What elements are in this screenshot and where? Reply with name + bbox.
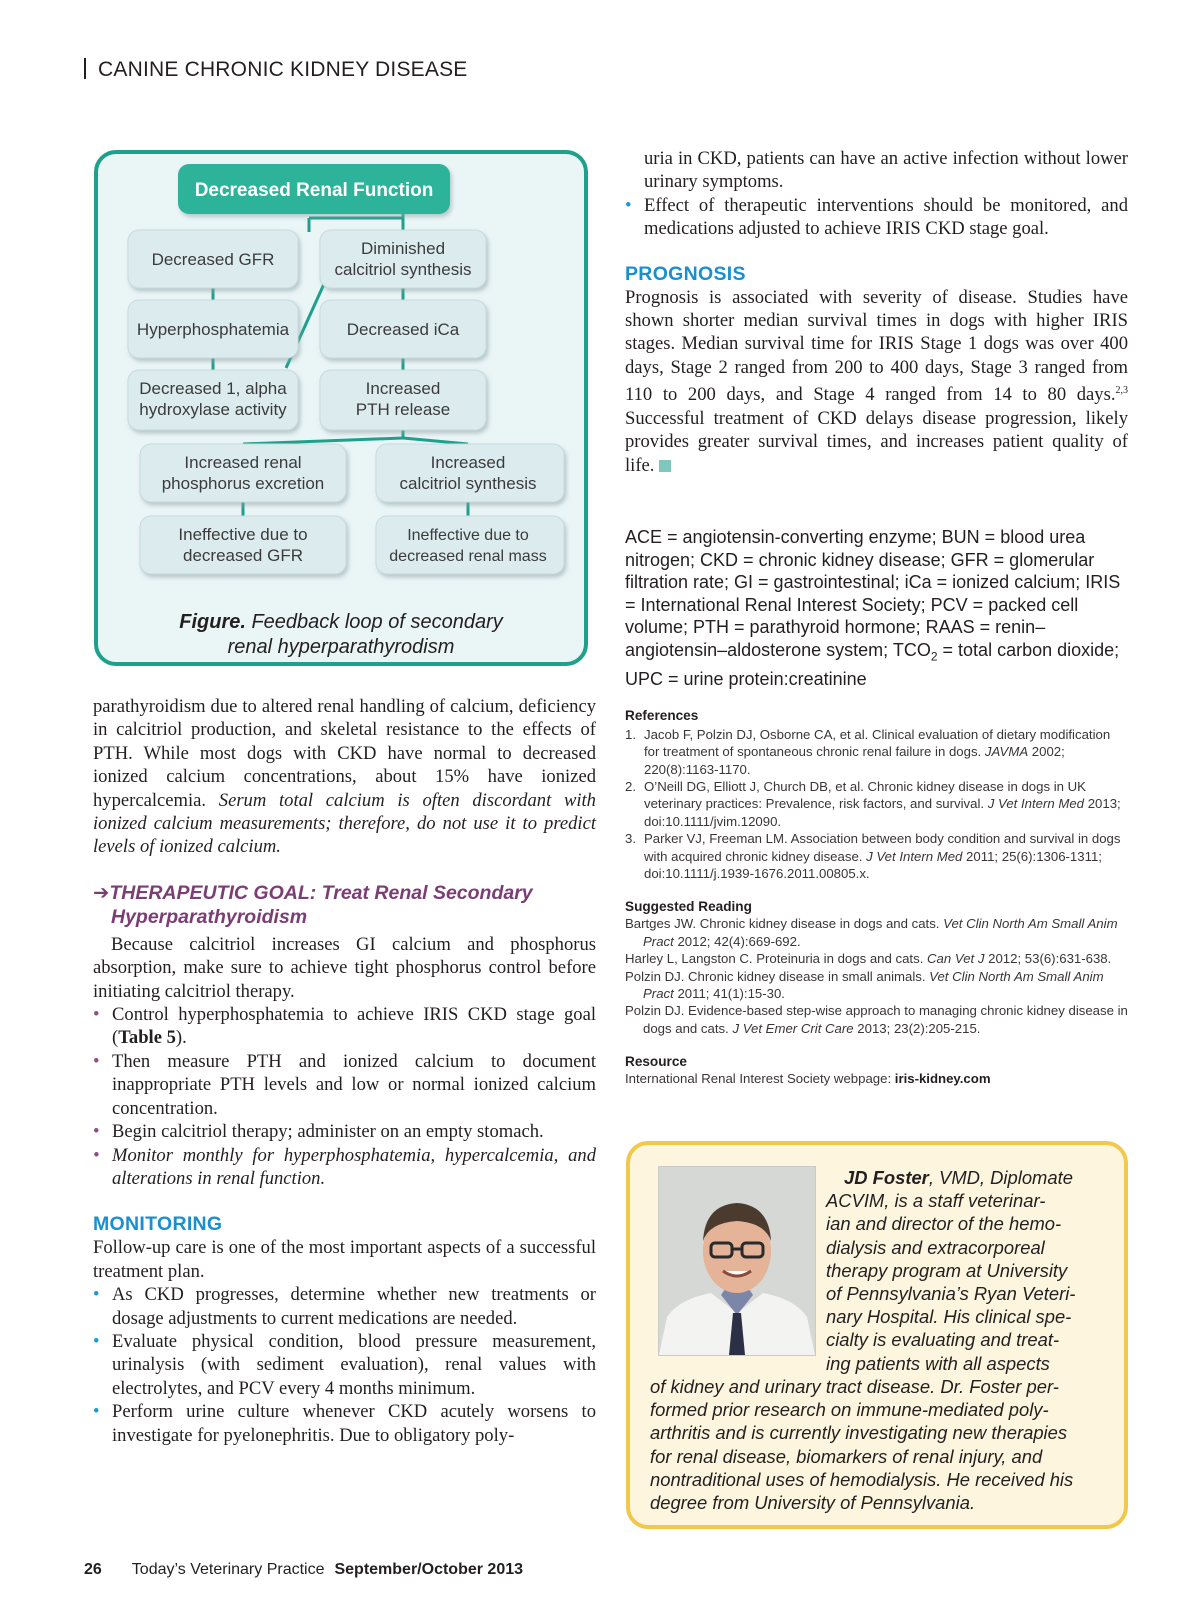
figure-caption-line2: renal hyperparathyrodism bbox=[227, 636, 455, 658]
resource-line bbox=[625, 1070, 1128, 1087]
suggested-reading-title: Suggested Reading bbox=[625, 899, 752, 915]
node-box bbox=[376, 516, 564, 574]
abbreviations-text: = total carbon dioxide; UPC = urine protein:creatinine bbox=[625, 639, 1120, 690]
page-footer bbox=[84, 1561, 523, 1579]
figure-box bbox=[94, 150, 588, 666]
section-title: CANINE CHRONIC KIDNEY DISEASE bbox=[98, 58, 468, 81]
suggested-reading-list bbox=[625, 915, 1128, 1037]
paragraph: uria in CKD, patients can have an active infection without lower urinary symptoms. bbox=[644, 148, 1128, 193]
bio-line: formed prior research on immune-mediated poly- bbox=[650, 1399, 1049, 1421]
suggested-cite: 2012; 53(6):631-638. bbox=[984, 951, 1112, 967]
suggested-item bbox=[625, 968, 1128, 1003]
references-title: References bbox=[625, 707, 699, 723]
node-increased-pth bbox=[320, 370, 486, 430]
bio-line-text: , VMD, Diplomate bbox=[928, 1167, 1073, 1188]
suggested-journal: Vet Clin North Am Small Anim Pract bbox=[643, 916, 1118, 949]
paragraph-text: Prognosis is associated with severity of disease. Studies have shown shorter median survival times in dogs with higher IRIS stages. Median survival time for IRIS Stage 1 dogs was over 400 days, Stage 2 ranged from 200 to 400 days, Stage 3 ranged from 110 to 200 days, and Stage 4 ranged from 14 to 80 days. bbox=[625, 286, 1128, 406]
list-item-text: Control hyperphosphatemia to achieve IRIS CKD stage goal ( bbox=[112, 1004, 596, 1049]
node-label: Increased bbox=[365, 379, 441, 398]
suggested-cite: 2011; 41(1):15-30. bbox=[673, 986, 785, 1002]
suggested-item bbox=[625, 950, 1128, 967]
node-decreased-renal-function bbox=[178, 164, 450, 214]
right-column-bottom bbox=[625, 526, 1128, 1088]
node-label: Decreased 1, alpha bbox=[139, 379, 287, 398]
suggested-text: Polzin DJ. Chronic kidney disease in small animals. bbox=[625, 968, 930, 984]
right-column-top bbox=[625, 147, 1128, 477]
figure-caption-line1: Feedback loop of secondary bbox=[251, 611, 503, 633]
monitoring-list-continued bbox=[625, 194, 1128, 241]
node-label: Ineffective due to bbox=[407, 527, 529, 544]
suggested-cite: 2013; 23(2):205-215. bbox=[853, 1020, 981, 1036]
bio-line: cialty is evaluating and treat- bbox=[826, 1329, 1060, 1351]
node-label: Hyperphosphatemia bbox=[136, 320, 290, 339]
paragraph: Follow-up care is one of the most important aspects of a successful treatment plan. bbox=[93, 1237, 596, 1282]
reference-journal: J Vet Intern Med bbox=[866, 848, 963, 864]
node-decreased-gfr bbox=[128, 230, 298, 288]
reference-text: Parker VJ, Freeman LM. Association between body condition and survival in dogs with acquired chronic kidney disease. bbox=[644, 831, 1121, 864]
bio-line: therapy program at University bbox=[826, 1259, 1068, 1281]
paragraph-emphasis: Serum total calcium is often discordant with ionized calcium measurements; therefore, do not use it to predict levels of ionized calcium. bbox=[93, 789, 596, 858]
bio-line: nary Hospital. His clinical spe- bbox=[826, 1306, 1072, 1328]
list-item: • Then measure PTH and ionized calcium to document inappropriate PTH levels and low or normal ionized calcium concentration. bbox=[93, 1050, 596, 1120]
node-label: Increased bbox=[430, 453, 506, 472]
node-label: decreased GFR bbox=[183, 546, 303, 565]
monitoring-list bbox=[93, 1283, 596, 1447]
resource-text: International Renal Interest Society webpage: bbox=[625, 1071, 895, 1087]
list-item: • Monitor monthly for hyperphosphatemia, hypercalcemia, and alterations in renal function. bbox=[93, 1144, 596, 1191]
reference-journal: J Vet Intern Med bbox=[987, 796, 1085, 812]
list-item: • Evaluate physical condition, blood pressure measurement, urinalysis (with sediment evaluation), renal values with electrolytes, and PCV every 4 months minimum. bbox=[93, 1330, 596, 1400]
citation-superscript: 2,3 bbox=[1115, 385, 1128, 397]
heading-line: Hyperparathyroidism bbox=[111, 905, 308, 928]
references-list bbox=[625, 726, 1128, 883]
suggested-text: Harley L, Langston C. Proteinuria in dogs and cats. bbox=[625, 951, 928, 967]
node-label: decreased renal mass bbox=[389, 548, 547, 565]
suggested-text: Polzin DJ. Evidence-based step-wise approach to managing chronic kidney disease in dogs and cats. bbox=[625, 1003, 1128, 1036]
bio-line: ing patients with all aspects bbox=[826, 1352, 1050, 1374]
list-item: • As CKD progresses, determine whether new treatments or dosage adjustments to current medications are needed. bbox=[93, 1283, 596, 1330]
list-item-text: ). bbox=[175, 1027, 187, 1049]
figure-caption-label: Figure. bbox=[179, 611, 246, 633]
running-head bbox=[84, 58, 468, 82]
therapeutic-list bbox=[93, 1003, 596, 1190]
prognosis-paragraph bbox=[625, 286, 1128, 477]
bio-text-beside-photo bbox=[826, 1166, 1075, 1375]
reference-cite: 2011; 25(6):1306-1311; doi:10.1111/j.1939-1676.2011.00805.x. bbox=[644, 848, 1102, 881]
bio-line: for renal disease, biomarkers of renal injury, and bbox=[650, 1445, 1043, 1467]
end-mark-icon bbox=[659, 460, 671, 472]
therapeutic-goal-heading bbox=[93, 881, 596, 929]
paragraph-text: Successful treatment of CKD delays disease progression, likely provides greater survival times, and increases patient quality of life. bbox=[625, 407, 1128, 476]
node-increased-calcitriol bbox=[376, 444, 564, 502]
connector bbox=[403, 438, 468, 444]
node-label: calcitriol synthesis bbox=[334, 260, 472, 279]
bio-line bbox=[826, 1166, 1075, 1189]
suggested-cite: 2012; 42(4):669-692. bbox=[673, 933, 801, 949]
connector bbox=[243, 438, 403, 444]
reference-journal: JAVMA bbox=[984, 744, 1029, 760]
page-number: 26 bbox=[84, 1561, 102, 1578]
reference-text: Jacob F, Polzin DJ, Osborne CA, et al. Clinical evaluation of dietary modification for treatment of spontaneous chronic renal failure in dogs. bbox=[644, 726, 1111, 760]
bio-line: nontraditional uses of hemodialysis. He received his bbox=[650, 1468, 1074, 1490]
list-item: • Begin calcitriol therapy; administer on an empty stomach. bbox=[93, 1120, 596, 1143]
paragraph: Because calcitriol increases GI calcium and phosphorus absorption, make sure to achieve tight phosphorus control before initiating calcitriol therapy. bbox=[93, 933, 596, 1002]
suggested-journal: Can Vet J bbox=[927, 951, 985, 967]
node-increased-phosphorus-excretion bbox=[140, 444, 346, 502]
node-label: Decreased iCa bbox=[346, 320, 460, 339]
suggested-text: Bartges JW. Chronic kidney disease in dogs and cats. bbox=[625, 916, 944, 932]
reference-text: O’Neill DG, Elliott J, Church DB, et al. Chronic kidney disease in dogs in UK veterinary practices: Prevalence, risk factors, and survival. bbox=[644, 778, 1086, 812]
suggested-journal: Vet Clin North Am Small Anim Pract bbox=[643, 968, 1104, 1002]
reference-number: 2. bbox=[625, 778, 636, 794]
node-diminished-calcitriol bbox=[320, 230, 486, 288]
node-decreased-ica bbox=[320, 300, 486, 358]
author-name: JD Foster bbox=[844, 1167, 929, 1188]
publication-name: Today’s Veterinary Practice bbox=[131, 1561, 325, 1578]
bio-line: degree from University of Pennsylvania. bbox=[650, 1492, 976, 1514]
reference-cite: 2013; doi:10.1111/jvim.12090. bbox=[644, 796, 1121, 829]
node-label: calcitriol synthesis bbox=[399, 474, 537, 493]
bio-line: arthritis and is currently investigating new therapies bbox=[650, 1422, 1068, 1444]
author-photo bbox=[658, 1166, 816, 1356]
prognosis-heading: PROGNOSIS bbox=[625, 262, 746, 285]
list-item: • Effect of therapeutic interventions should be monitored, and medications adjusted to achieve IRIS CKD stage goal. bbox=[625, 194, 1128, 241]
bio-line: dialysis and extracorporeal bbox=[826, 1236, 1045, 1258]
abbreviations-text: ACE = angiotensin-converting enzyme; BUN = blood urea nitrogen; CKD = chronic kidney disease; GFR = glomerular filtration rate; GI = gastrointestinal; iCa = ionized calcium; IRIS = International Renal Interest Society; PCV = packed cell volume; PTH = parathyroid hormone; RAAS = renin–angiotensin–aldosterone system; TCO bbox=[625, 527, 1121, 660]
resource-link[interactable]: iris-kidney.com bbox=[894, 1071, 991, 1087]
figure-caption bbox=[98, 610, 584, 660]
paragraph-text: parathyroidism due to altered renal handling of calcium, deficiency in calcitriol production, and skeletal resistance to the effects of PTH. While most dogs with CKD have normal to decreased ionized calcium concentrations, about 15% have ionized hypercalcemia. bbox=[93, 696, 596, 811]
arrow-icon: ➔ bbox=[93, 881, 110, 904]
left-column bbox=[93, 695, 596, 1447]
subscript: 2 bbox=[930, 649, 938, 664]
node-label: Ineffective due to bbox=[178, 525, 308, 544]
feedback-loop-diagram bbox=[98, 154, 584, 604]
node-label: hydroxylase activity bbox=[139, 400, 287, 419]
reference-item bbox=[625, 778, 1128, 830]
resource-title: Resource bbox=[625, 1054, 687, 1070]
reference-item bbox=[625, 726, 1128, 778]
node-ineffective-gfr bbox=[140, 516, 346, 574]
table-reference: Table 5 bbox=[118, 1027, 176, 1049]
list-item: • Perform urine culture whenever CKD acutely worsens to investigate for pyelonephritis. Due to obligatory poly- bbox=[93, 1400, 596, 1447]
heading-line: THERAPEUTIC GOAL: Treat Renal Secondary bbox=[109, 881, 533, 904]
suggested-journal: J Vet Emer Crit Care bbox=[732, 1020, 854, 1036]
bio-text-full-width bbox=[650, 1375, 1073, 1514]
node-label: Decreased GFR bbox=[151, 250, 275, 269]
node-hyperphosphatemia bbox=[128, 300, 298, 358]
author-bio-box bbox=[626, 1141, 1128, 1529]
node-label: Increased renal bbox=[184, 453, 302, 472]
node-label: PTH release bbox=[355, 400, 451, 419]
list-item bbox=[93, 1003, 596, 1050]
suggested-item bbox=[625, 915, 1128, 950]
node-label: phosphorus excretion bbox=[161, 474, 325, 493]
header-rule bbox=[84, 58, 86, 79]
node-ineffective-renal-mass bbox=[376, 516, 564, 574]
bio-line: of kidney and urinary tract disease. Dr. Foster per- bbox=[650, 1376, 1059, 1397]
reference-item bbox=[625, 830, 1128, 882]
suggested-item bbox=[625, 1002, 1128, 1037]
monitoring-heading: MONITORING bbox=[93, 1213, 223, 1236]
node-label: Diminished bbox=[360, 239, 446, 258]
bio-line: of Pennsylvania’s Ryan Veteri- bbox=[826, 1283, 1076, 1305]
bio-line: ian and director of the hemo- bbox=[826, 1213, 1062, 1235]
paragraph bbox=[93, 695, 596, 859]
reference-number: 1. bbox=[625, 726, 636, 742]
issue-date: September/October 2013 bbox=[334, 1561, 524, 1578]
author-portrait-image bbox=[659, 1167, 815, 1355]
reference-cite: 2002; 220(8):1163-1170. bbox=[644, 744, 1065, 777]
abbreviations bbox=[625, 526, 1128, 691]
node-label: Decreased Renal Function bbox=[194, 180, 434, 201]
bio-line: ACVIM, is a staff veterinar- bbox=[826, 1190, 1046, 1212]
reference-number: 3. bbox=[625, 831, 636, 847]
node-decreased-hydroxylase bbox=[128, 370, 298, 430]
